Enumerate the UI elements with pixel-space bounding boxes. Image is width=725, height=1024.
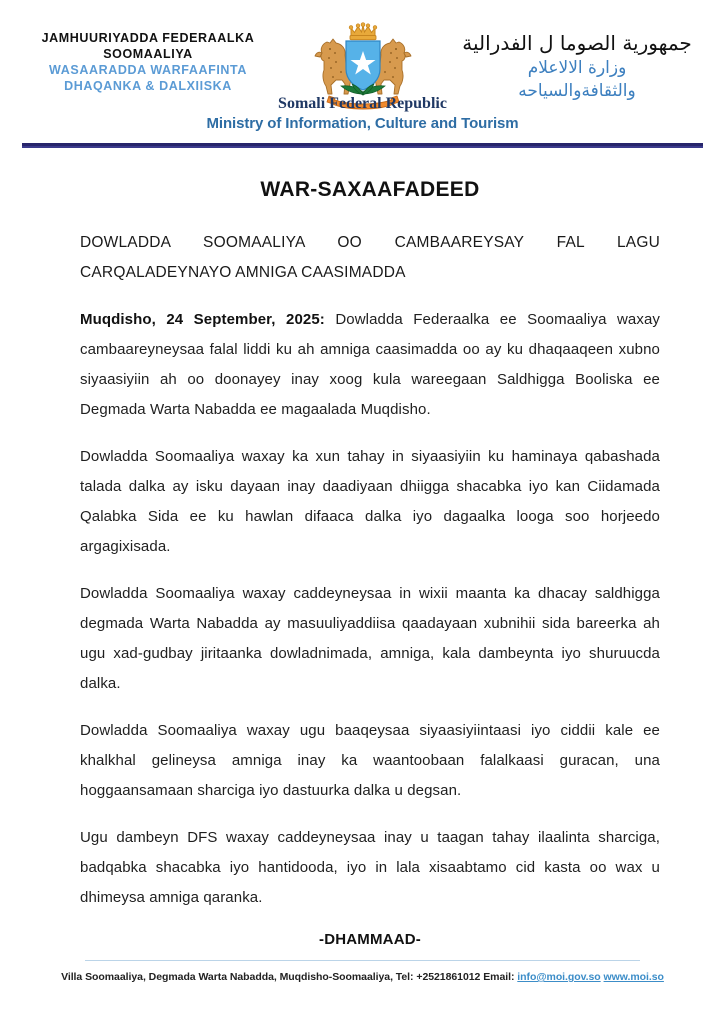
document-subtitle <box>80 228 660 288</box>
closing-marker: -DHAMMAAD- <box>319 931 421 948</box>
paragraph-1-text: Dowladda Federaalka ee Soomaaliya waxay cambaareyneysaa falal liddi ku ah amniga caasimadda oo ay ku dhaqaaqeen xubno siyaasiyiin ah oo doonayey inay xoog kula wareegaan Saldhigga Booliska ee Degmada Warta Nabadda ee magaalada Muqdisho. <box>80 311 660 418</box>
footer-contact-line <box>30 970 695 984</box>
somali-ministry-line-2: DHAQANKA & DALXIISKA <box>64 79 232 93</box>
arabic-title-line-1: جمهورية الصوما ل الفدرالية <box>462 31 692 55</box>
footer-website-link[interactable]: www.moi.so <box>603 971 664 983</box>
paragraph-5: Ugu dambeyn DFS waxay caddeyneysaa inay u taagan tahay ilaalinta sharciga, badqabka shacabka iyo hantidooda, iyo in lala xisaabtamo cid kasta oo wax u dhimeysa amniga qaranka. <box>80 829 660 906</box>
somali-ministry-line-1: WASAARADDA WARFAAFINTA <box>49 63 247 77</box>
english-country-title: Somali Federal Republic <box>278 95 447 112</box>
footer <box>0 960 725 984</box>
footer-email-link[interactable]: info@moi.gov.so <box>517 971 601 983</box>
somali-title-line-2: SOOMAALIYA <box>103 47 193 61</box>
footer-address: Villa Soomaaliya, Degmada Warta Nabadda, Muqdisho-Soomaaliya, Tel: +2521861012 Email: <box>61 971 518 983</box>
english-ministry-title: Ministry of Information, Culture and Tourism <box>206 115 519 132</box>
document-body <box>0 178 725 948</box>
arabic-ministry-line-1: وزارة الالاعلام <box>527 58 627 78</box>
footer-divider <box>85 960 640 961</box>
paragraph-3: Dowladda Soomaaliya waxay caddeyneysaa in wixii maanta ka dhacay saldhigga degmada Warta Nabadda ay masuuliyaddiisa qaadayaan xubnihii sida bareerka ah ugu xad-gudbay jiritaanka dowladnimada, amniga, kala dambeynta iyo shuruucda dalka. <box>80 585 660 692</box>
letterhead-arabic-block <box>443 22 711 103</box>
paragraph-2: Dowladda Soomaaliya waxay ka xun tahay in siyaasiyiin ku haminaya qabashada talada dalka ay isku dayaan inay daadiyaan dhiigga shacabka iyo kan Ciidamada Qalabka Sida ee ku hawlan difaaca dalka iyo dagaalka looga soo horjeedo argagixisada. <box>80 448 660 555</box>
somali-title-line-1: JAMHUURIYADDA FEDERAALKA <box>41 31 255 45</box>
dateline: Muqdisho, 24 September, 2025: <box>80 311 325 328</box>
paragraph-4: Dowladda Soomaaliya waxay ugu baaqeysaa siyaasiyiintaasi iyo ciddii kale ee khalkhal gelineysa amniga inay ka waantoobaan falalkaasi guracan, una hoggaansamaan sharciga iyo dastuurka dalka u degsan. <box>80 722 660 799</box>
arabic-ministry-line-2: والثقافةوالسياحه <box>518 81 636 101</box>
header-divider <box>22 143 703 148</box>
paragraph-1 <box>80 305 660 425</box>
letterhead <box>0 0 725 100</box>
letterhead-somali-block <box>14 22 282 94</box>
subtitle-line-1: DOWLADDA SOOMAALIYA OO CAMBAAREYSAY FAL LAGU <box>80 234 660 251</box>
page-title: WAR-SAXAAFADEED <box>260 178 480 201</box>
subtitle-line-2: CARQALADEYNAYO AMNIGA CAASIMADDA <box>80 264 406 281</box>
